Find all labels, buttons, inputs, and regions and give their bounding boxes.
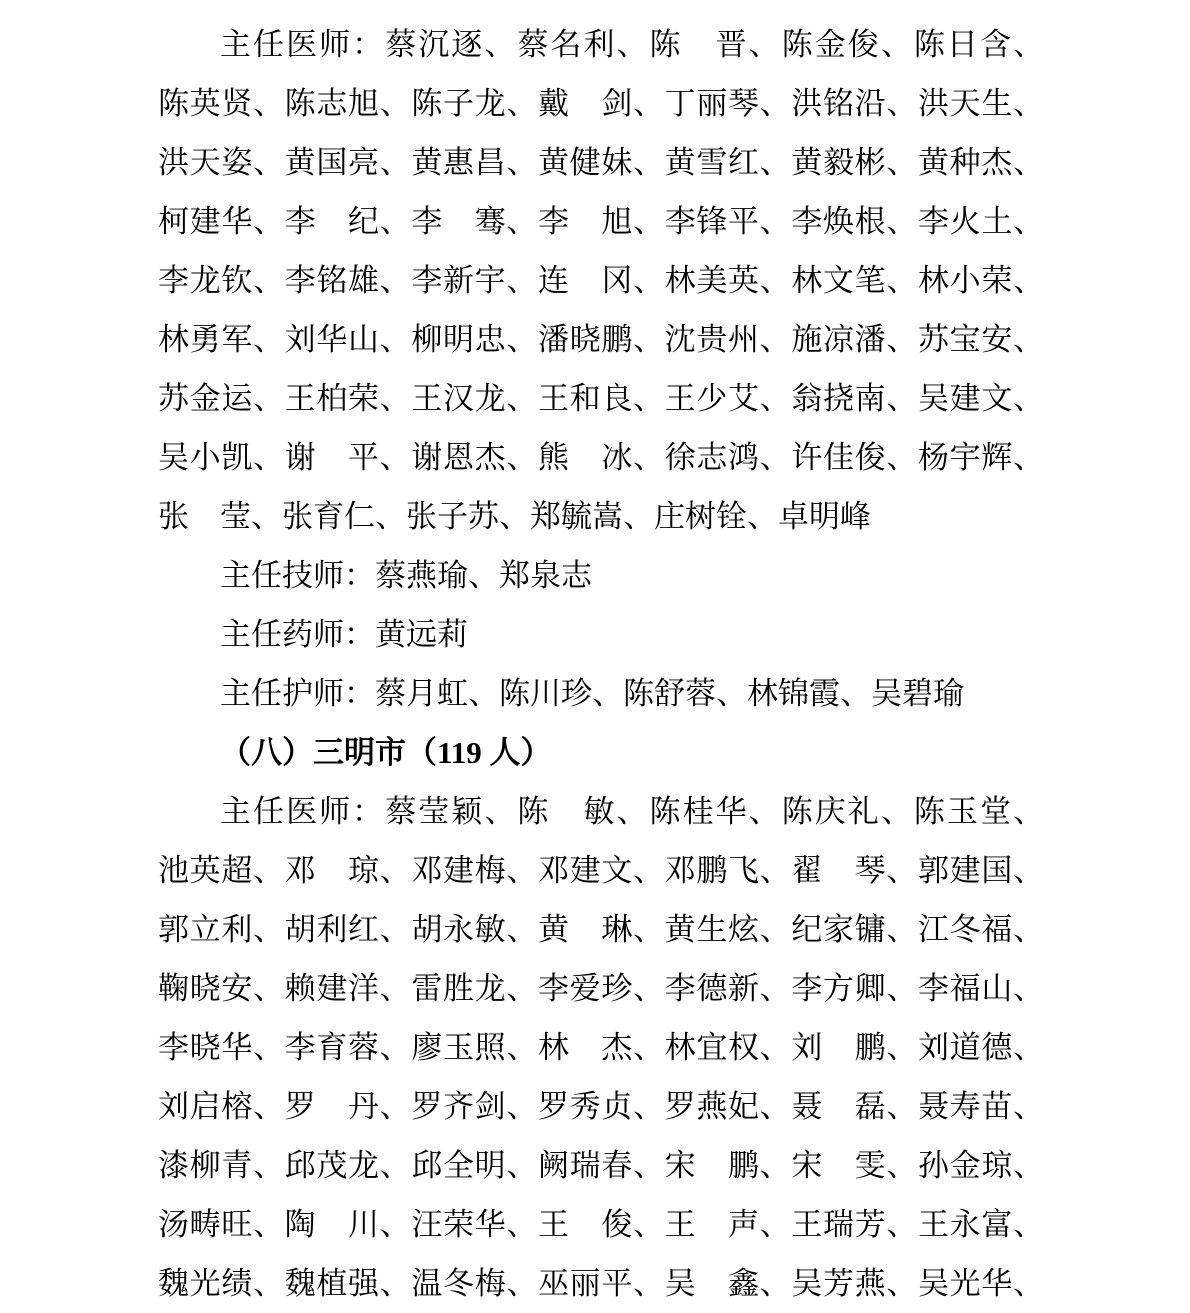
- names-line-16: 郭立利、胡利红、胡永敏、黄 琳、黄生炫、纪家镛、江冬福、: [158, 912, 1044, 947]
- names-line-6: 林勇军、刘华山、柳明忠、潘晓鹏、沈贵州、施凉潘、苏宝安、: [158, 322, 1044, 357]
- document-body: [158, 0, 1044, 1313]
- names-line-18: 李晓华、李育蓉、廖玉照、林 杰、林宜权、刘 鹏、刘道德、: [158, 1030, 1044, 1065]
- role-label-line-10: 主任技师：蔡燕瑜、郑泉志: [220, 558, 592, 593]
- role-label-line-12: 主任护师：蔡月虹、陈川珍、陈舒蓉、林锦霞、吴碧瑜: [220, 676, 964, 711]
- names-line-21: 汤畴旺、陶 川、汪荣华、王 俊、王 声、王瑞芳、王永富、: [158, 1207, 1044, 1242]
- names-line-7: 苏金运、王柏荣、王汉龙、王和良、王少艾、翁挠南、吴建文、: [158, 381, 1044, 416]
- role-label-line-11: 主任药师：黄远莉: [220, 617, 468, 652]
- names-paragraph-start-line-14: 主任医师：蔡莹颖、陈 敏、陈桂华、陈庆礼、陈玉堂、: [220, 794, 1044, 829]
- names-line-4: 柯建华、李 纪、李 骞、李 旭、李锋平、李焕根、李火土、: [158, 204, 1044, 239]
- names-line-2: 陈英贤、陈志旭、陈子龙、戴 剑、丁丽琴、洪铭沿、洪天生、: [158, 86, 1044, 121]
- names-line-5: 李龙钦、李铭雄、李新宇、连 冈、林美英、林文笔、林小荣、: [158, 263, 1044, 298]
- names-line-20: 漆柳青、邱茂龙、邱全明、阙瑞春、宋 鹏、宋 雯、孙金琼、: [158, 1148, 1044, 1183]
- names-line-17: 鞠晓安、赖建洋、雷胜龙、李爱珍、李德新、李方卿、李福山、: [158, 971, 1044, 1006]
- names-paragraph-start-line-1: 主任医师：蔡沉逐、蔡名利、陈 晋、陈金俊、陈日含、: [220, 27, 1044, 62]
- names-line-19: 刘启榕、罗 丹、罗齐剑、罗秀贞、罗燕妃、聂 磊、聂寿苗、: [158, 1089, 1044, 1124]
- names-paragraph-end-line-9: 张 莹、张育仁、张子苏、郑毓嵩、庄树铨、卓明峰: [158, 499, 871, 534]
- names-line-22: 魏光绩、魏植强、温冬梅、巫丽平、吴 鑫、吴芳燕、吴光华、: [158, 1266, 1044, 1301]
- names-line-15: 池英超、邓 琼、邓建梅、邓建文、邓鹏飞、翟 琴、郭建国、: [158, 853, 1044, 888]
- names-line-3: 洪天姿、黄国亮、黄惠昌、黄健妹、黄雪红、黄毅彬、黄种杰、: [158, 145, 1044, 180]
- section-heading-13: （八）三明市（119 人）: [220, 735, 552, 770]
- names-line-8: 吴小凯、谢 平、谢恩杰、熊 冰、徐志鸿、许佳俊、杨宇辉、: [158, 440, 1044, 475]
